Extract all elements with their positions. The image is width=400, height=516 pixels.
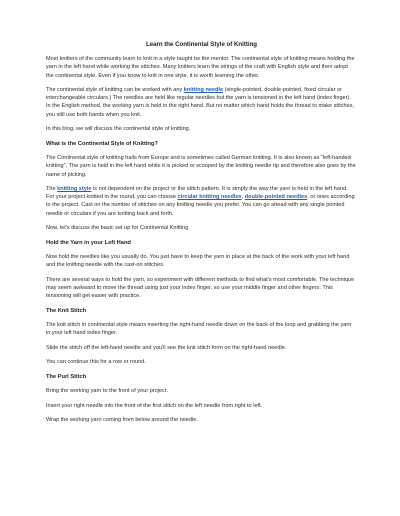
paragraph-origin: The Continental style of knitting hails from Europe and is sometimes called German knitting. It is also known as "left-handed knitting". The yarn is held in the left hand while it is picked or scooped by the knitting needle tip and therefore also goes by the name of picking. bbox=[46, 155, 356, 178]
paragraph-needles bbox=[46, 86, 357, 119]
paragraph-tension: There are several ways to hold the yarn, so experiment with different methods to find what's most comfortable. The technique may seem awkward to move the thread using just your index finger, so use your middle finger and other fingers. This tensioning will get easier with practice. bbox=[46, 276, 355, 300]
text-span: is not dependent on the project or the stitch pattern. It is simply the way the yarn is held in the left hand. For your project knitted in the round, you can choose bbox=[46, 185, 348, 201]
link-knitting-needle[interactable]: knitting needle bbox=[183, 86, 224, 93]
intro-paragraph: Most knitters of the community learn to knit in a style taught be the mentor. The continental style of knitting means holding the yarn in the left hand while working the stitches. Many knitters learn the strings of the craft with English style and then adopt the continental style. Even if you know to knit in one style, it is worth learning the other. bbox=[46, 56, 355, 79]
paragraph-purl-wrap: Wrap the working yarn coming from below around the needle. bbox=[46, 416, 198, 423]
heading-what-is-continental: What is the Continental Style of Knitting? bbox=[46, 140, 158, 147]
heading-hold-yarn: Hold the Yarn in your Left Hand bbox=[46, 239, 131, 246]
paragraph-purl-front: Bring the working yarn to the front of your project. bbox=[46, 388, 168, 395]
heading-knit-stitch: The Knit Stitch bbox=[46, 307, 87, 314]
paragraph-blog-intro: In this blog, we will discuss the continental style of knitting. bbox=[46, 126, 191, 133]
link-knitting-style[interactable]: knitting style bbox=[57, 185, 92, 192]
page-title: Learn the Continental Style of Knitting bbox=[145, 41, 258, 48]
text-span: , or ones according to the project. Cast on the number of stitches on any knitting needle you prefer. You can go ahead with any single pointed needle or circulars if you are knitting back and forth. bbox=[46, 194, 355, 217]
paragraph-knit-slide: Slide the stitch off the left-hand needle and you'll see the knit stitch form on the right-hand needle. bbox=[46, 344, 287, 351]
link-double-pointed-needles[interactable]: double-pointed needles bbox=[244, 194, 308, 201]
paragraph-setup: Now, let's discuss the basic set up for Continental Knitting bbox=[46, 225, 189, 232]
paragraph-knitting-style bbox=[46, 185, 357, 218]
heading-purl-stitch: The Purl Stitch bbox=[46, 373, 87, 380]
paragraph-hold-needles: Now hold the needles like you usually do. You just have to keep the yarn in place at the back of the work with your left hand and the knitting needle with the cast-on stitches. bbox=[46, 254, 350, 269]
link-circular-knitting-needles[interactable]: circular knitting needles bbox=[177, 194, 242, 201]
paragraph-purl-insert: Insert your right needle into the front of the first stitch on the left needle from right to left. bbox=[46, 402, 263, 409]
paragraph-knit-insert: The knit stitch in continental style means inserting the right-hand needle down on the back of the loop and grabbing the yarn in your left hand index finger. bbox=[46, 322, 352, 337]
text-span: , bbox=[241, 194, 245, 201]
text-span: (single-pointed, double-pointed, fixed circular or interchangeable circulars.) The needles are held like regular needles but the yarn is tensioned in the left hand (index finger). In the English method, the working yarn is held in the right hand. But no matter which hand holds the thread to make stitches, you still use both hands when you knit. bbox=[46, 86, 355, 118]
text-span: The continental style of knitting can be worked with any bbox=[46, 86, 184, 93]
paragraph-knit-continue: You can continue this for a row or round. bbox=[46, 359, 146, 366]
text-span: The bbox=[46, 185, 58, 192]
